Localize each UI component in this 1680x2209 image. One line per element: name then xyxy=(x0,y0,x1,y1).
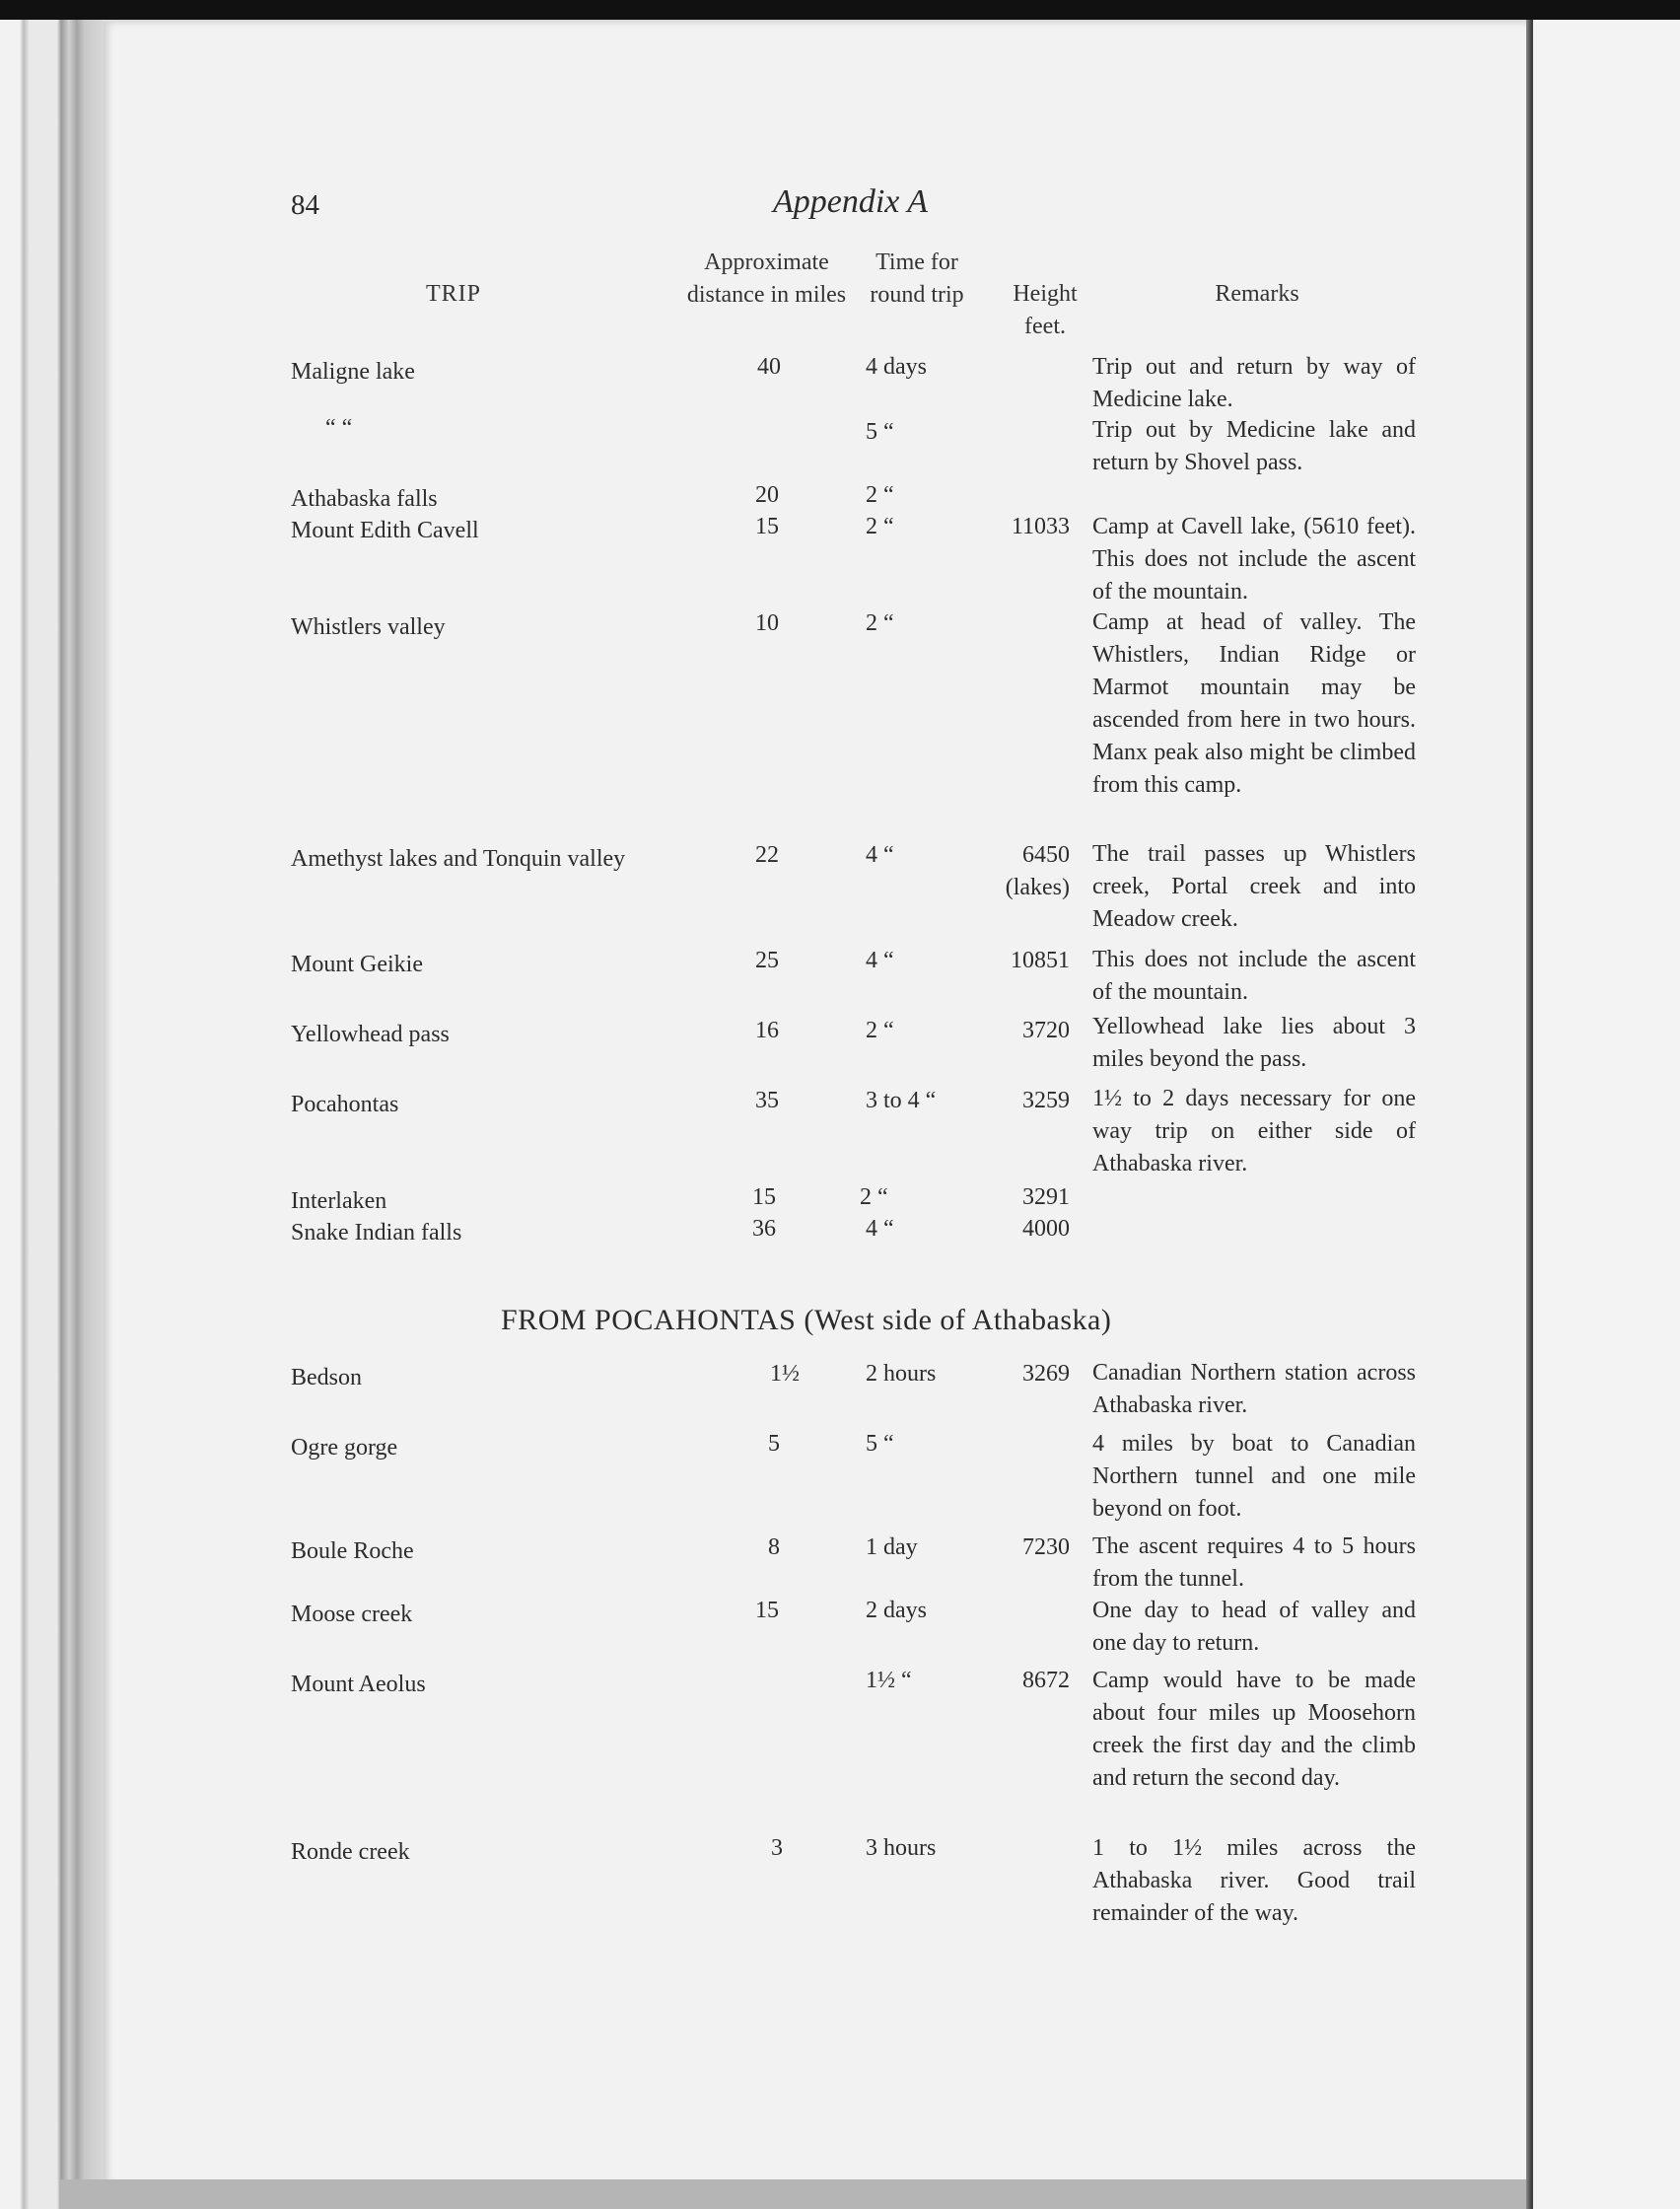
height-cell: 3259 xyxy=(1022,1088,1070,1113)
distance-cell: 22 xyxy=(755,842,779,868)
remarks-cell: Camp at Cavell lake, (5610 feet). This does not include the ascent of the mountain. xyxy=(1092,514,1416,605)
time-cell: 4 “ xyxy=(866,1216,894,1242)
distance-cell: 25 xyxy=(755,948,779,973)
time-cell: 2 “ xyxy=(866,610,894,636)
trip-cell: Snake Indian falls xyxy=(291,1220,462,1246)
trip-cell: Maligne lake xyxy=(291,359,415,385)
distance-cell: 15 xyxy=(755,1598,779,1623)
time-cell: 5 “ xyxy=(866,419,894,445)
distance-cell: 40 xyxy=(757,354,781,380)
remarks-cell: Camp would have to be made about four miles up Moosehorn creek the first day and the climb and return the second day. xyxy=(1092,1668,1416,1791)
height-cell: 11033 xyxy=(1011,514,1070,539)
section-heading: FROM POCAHONTAS (West side of Athabaska) xyxy=(501,1304,1112,1336)
column-header-height: Height feet. xyxy=(1013,281,1078,339)
trip-cell: Ronde creek xyxy=(291,1839,410,1865)
time-cell: 3 to 4 “ xyxy=(866,1088,937,1113)
height-cell: 7230 xyxy=(1022,1534,1070,1560)
distance-cell: 35 xyxy=(755,1088,779,1113)
distance-cell: 10 xyxy=(755,610,779,636)
remarks-cell: The trail passes up Whistlers creek, Portal creek and into Meadow creek. xyxy=(1092,841,1416,932)
remarks-cell: 1 to 1½ miles across the Athabaska river. Good trail remainder of the way. xyxy=(1092,1835,1416,1926)
time-cell: 2 “ xyxy=(866,482,894,508)
distance-cell: 1½ xyxy=(770,1361,800,1387)
trip-cell: Yellowhead pass xyxy=(291,1022,450,1047)
time-cell: 4 days xyxy=(866,354,927,380)
time-cell: 2 “ xyxy=(866,1018,894,1043)
distance-cell: 15 xyxy=(755,514,779,539)
height-cell: 10851 xyxy=(1011,948,1070,973)
time-cell: 4 “ xyxy=(866,948,894,973)
trip-cell: “ “ xyxy=(325,415,353,441)
distance-cell: 5 xyxy=(768,1431,780,1457)
time-cell: 2 days xyxy=(866,1598,927,1623)
time-cell: 2 hours xyxy=(866,1361,937,1387)
remarks-cell: One day to head of valley and one day to return. xyxy=(1092,1598,1416,1656)
remarks-cell: The ascent requires 4 to 5 hours from the tunnel. xyxy=(1092,1533,1416,1592)
remarks-cell: This does not include the ascent of the mountain. xyxy=(1092,947,1416,1005)
distance-cell: 3 xyxy=(771,1835,783,1861)
column-header-distance: Approximate distance in miles xyxy=(686,249,847,308)
trip-cell: Athabaska falls xyxy=(291,486,438,512)
height-cell: 3720 xyxy=(1022,1018,1070,1043)
time-cell: 2 “ xyxy=(860,1184,888,1210)
column-header-time: Time for round trip xyxy=(870,249,964,308)
remarks-cell: Trip out by Medicine lake and return by Shovel pass. xyxy=(1092,417,1416,475)
trip-cell: Moose creek xyxy=(291,1602,413,1627)
trip-cell: Mount Geikie xyxy=(291,952,423,977)
remarks-cell: Canadian Northern station across Athabaska river. xyxy=(1092,1360,1416,1418)
scan-top-edge xyxy=(0,0,1680,20)
time-cell: 5 “ xyxy=(866,1431,894,1457)
height-cell: 3291 xyxy=(1022,1184,1070,1210)
remarks-cell: Yellowhead lake lies about 3 miles beyond the pass. xyxy=(1092,1014,1416,1072)
trip-cell: Whistlers valley xyxy=(291,614,446,640)
trip-cell: Pocahontas xyxy=(291,1092,399,1117)
distance-cell: 20 xyxy=(755,482,779,508)
time-cell: 4 “ xyxy=(866,842,894,868)
height-cell: 4000 xyxy=(1022,1216,1070,1242)
column-header-remarks: Remarks xyxy=(1215,281,1299,307)
trip-cell: Mount Edith Cavell xyxy=(291,518,479,543)
height-cell: 6450 (lakes) xyxy=(1005,842,1070,900)
column-header-trip: TRIP xyxy=(425,281,481,307)
distance-cell: 36 xyxy=(752,1216,776,1242)
remarks-cell: 4 miles by boat to Canadian Northern tunnel and one mile beyond on foot. xyxy=(1092,1431,1416,1522)
distance-cell: 15 xyxy=(752,1184,776,1210)
distance-cell: 8 xyxy=(768,1534,780,1560)
trip-cell: Ogre gorge xyxy=(291,1435,398,1461)
time-cell: 2 “ xyxy=(866,514,894,539)
facing-page-edge xyxy=(1533,20,1680,2209)
page-number: 84 xyxy=(291,189,319,221)
trip-cell: Interlaken xyxy=(291,1188,387,1214)
trip-cell: Boule Roche xyxy=(291,1538,414,1564)
running-head: Appendix A xyxy=(773,183,929,220)
time-cell: 1 day xyxy=(866,1534,918,1560)
distance-cell: 16 xyxy=(755,1018,779,1043)
height-cell: 8672 xyxy=(1022,1668,1070,1693)
time-cell: 3 hours xyxy=(866,1835,937,1861)
book-left-edge xyxy=(0,20,104,2209)
remarks-cell: 1½ to 2 days necessary for one way trip on either side of Athabaska river. xyxy=(1092,1086,1416,1176)
time-cell: 1½ “ xyxy=(866,1668,912,1693)
trip-cell: Mount Aeolus xyxy=(291,1672,426,1697)
remarks-cell: Camp at head of valley. The Whistlers, Indian Ridge or Marmot mountain may be ascended from here in two hours. Manx peak also might be climbed from this camp. xyxy=(1092,609,1416,798)
trip-cell: Amethyst lakes and Tonquin valley xyxy=(291,846,626,872)
height-cell: 3269 xyxy=(1022,1361,1070,1387)
remarks-cell: Trip out and return by way of Medicine lake. xyxy=(1092,354,1416,412)
scan-bottom-edge xyxy=(59,2179,1538,2209)
trip-cell: Bedson xyxy=(291,1365,362,1390)
